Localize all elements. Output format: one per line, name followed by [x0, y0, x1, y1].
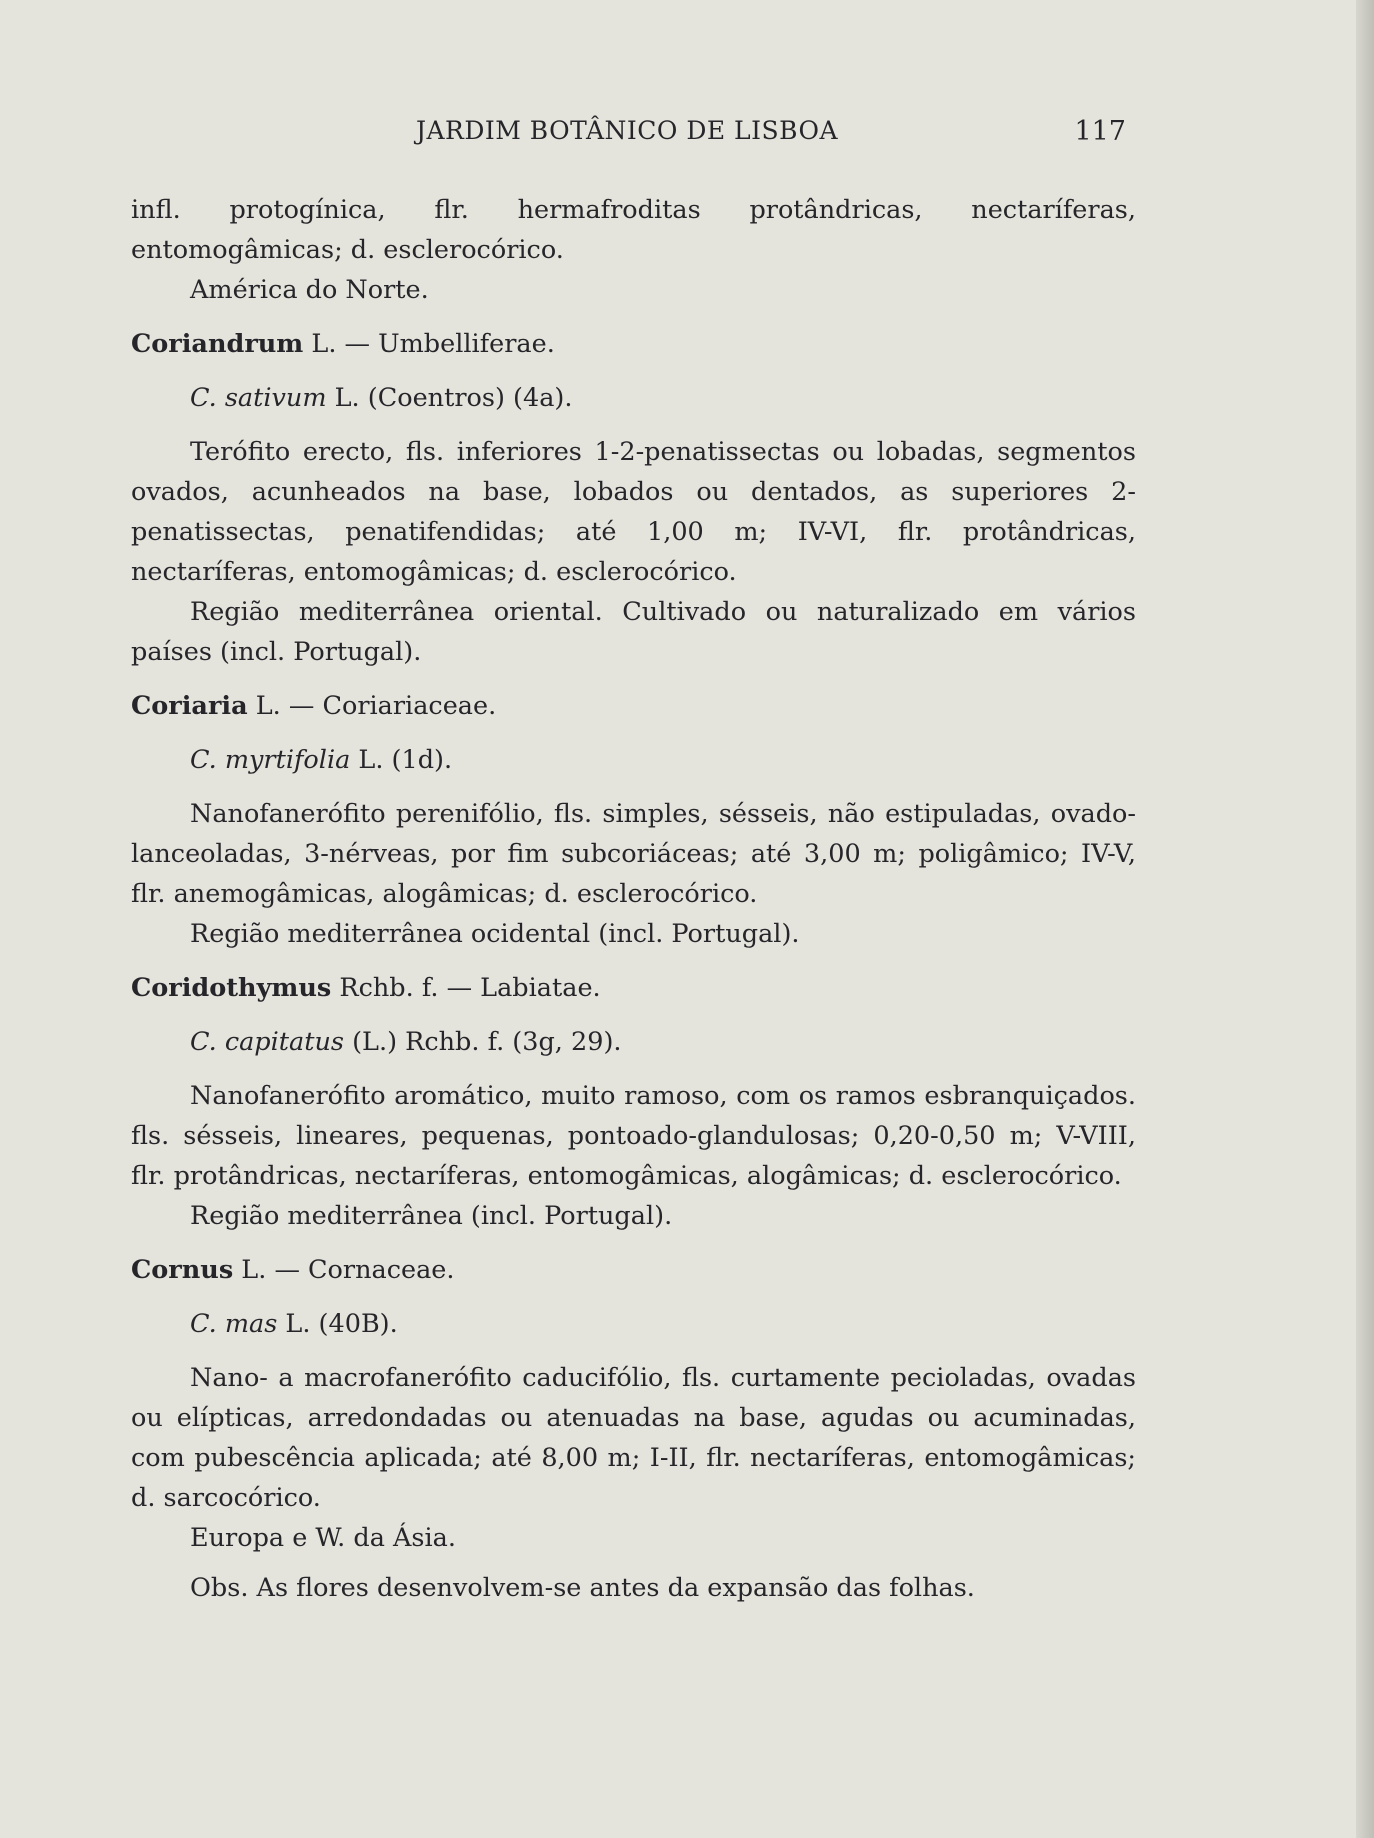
page-number: 117 [1074, 116, 1126, 147]
genus-name: Coriandrum [131, 329, 304, 359]
species-description: Nanofanerófito aromático, muito ramoso, com os ramos esbranquiçados. fls. sésseis, lineares, pequenas, pontoado-glandulosas; 0,20-0,50 m; V-VIII, flr. protândricas, nectaríferas, entomogâmicas, alogâmicas; d. esclerocórico. [131, 1081, 1136, 1191]
species-info: L. (Coentros) (4a). [326, 383, 573, 413]
genus-family: L. — Coriariaceae. [247, 691, 497, 721]
intro-distribution: América do Norte. [190, 275, 429, 305]
genus-heading-coriaria [131, 686, 1136, 726]
species-distribution: Região mediterrânea ocidental (incl. Portugal). [190, 919, 800, 949]
genus-name: Coridothymus [131, 973, 332, 1003]
running-title: JARDIM BOTÂNICO DE LISBOA [415, 116, 839, 145]
species-heading-coridothymus [131, 1022, 1136, 1062]
species-description: Nanofanerófito perenifólio, fls. simples, sésseis, não estipuladas, ovado-lanceoladas, 3-nérveas, por fim subcoriáceas; até 3,00 m; poligâmico; IV-V, flr. anemogâmicas, alogâmicas; d. esclerocórico. [131, 799, 1136, 909]
genus-family: L. — Umbelliferae. [303, 329, 555, 359]
species-description: Terófito erecto, fls. inferiores 1-2-penatissectas ou lobadas, segmentos ovados, acunheados na base, lobados ou dentados, as superiores 2-penatissectas, penatifendidas; até 1,00 m; IV-VI, flr. protândricas, nectaríferas, entomogâmicas; d. esclerocórico. [131, 437, 1136, 587]
species-distribution: Região mediterrânea oriental. Cultivado ou naturalizado em vários países (incl. Portugal). [131, 597, 1136, 667]
genus-heading-coridothymus [131, 968, 1136, 1008]
species-name: C. sativum [190, 383, 327, 413]
species-name: C. capitatus [190, 1027, 344, 1057]
genus-name: Coriaria [131, 691, 248, 721]
genus-heading-coriandrum [131, 324, 1136, 364]
page-edge-shadow [1356, 0, 1374, 1838]
genus-name: Cornus [131, 1255, 234, 1285]
page-body [131, 190, 1136, 1608]
genus-heading-cornus [131, 1250, 1136, 1290]
species-heading-coriaria [131, 740, 1136, 780]
observation-note: Obs. As flores desenvolvem-se antes da expansão das folhas. [190, 1573, 975, 1603]
genus-family: L. — Cornaceae. [233, 1255, 455, 1285]
species-name: C. myrtifolia [190, 745, 351, 775]
species-name: C. mas [190, 1309, 278, 1339]
page-header [128, 116, 1126, 156]
species-info: (L.) Rchb. f. (3g, 29). [343, 1027, 622, 1057]
genus-family: Rchb. f. — Labiatae. [331, 973, 601, 1003]
species-distribution: Europa e W. da Ásia. [190, 1523, 456, 1553]
intro-description: infl. protogínica, flr. hermafroditas protândricas, nectaríferas, entomogâmicas; d. esclerocórico. [131, 195, 1136, 265]
species-heading-cornus [131, 1304, 1136, 1344]
species-description: Nano- a macrofanerófito caducifólio, fls. curtamente pecioladas, ovadas ou elípticas, arredondadas ou atenuadas na base, agudas ou acuminadas, com pubescência aplicada; até 8,00 m; I-II, flr. nectaríferas, entomogâmicas; d. sarcocórico. [131, 1363, 1136, 1513]
species-distribution: Região mediterrânea (incl. Portugal). [190, 1201, 673, 1231]
species-heading-coriandrum [131, 378, 1136, 418]
species-info: L. (40B). [277, 1309, 398, 1339]
species-info: L. (1d). [350, 745, 453, 775]
